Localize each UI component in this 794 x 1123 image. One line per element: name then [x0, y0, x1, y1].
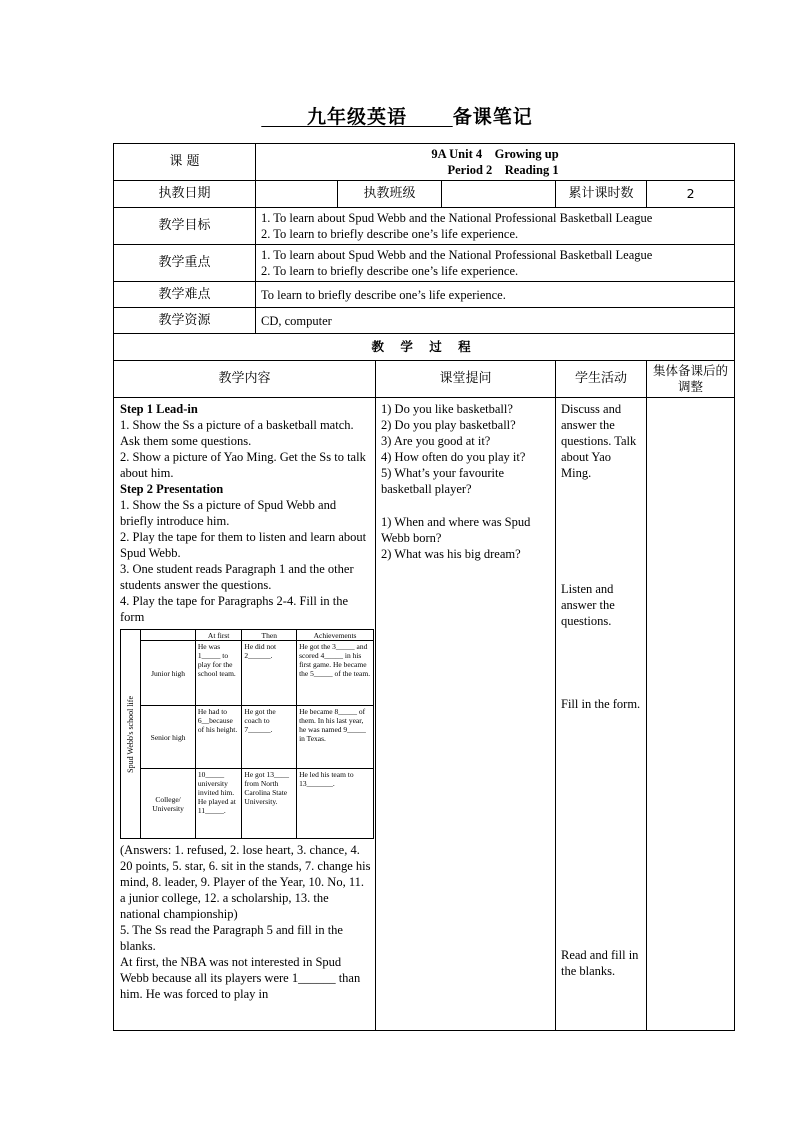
key-text [256, 245, 735, 282]
question-item: 2) Do you play basketball? [381, 418, 516, 432]
topic-label: 课 题 [114, 144, 256, 181]
goal-item-1: 1. To learn about Spud Webb and the National Professional Basketball League [261, 211, 653, 225]
process-body-row [114, 398, 735, 1031]
activity-item: Read and fill in the blanks. [561, 948, 639, 978]
form-row-label: Junior high [141, 641, 196, 706]
question-item: 4) How often do you play it? [381, 450, 526, 464]
goal-item-2: 2. To learn to briefly describe one’s life experience. [261, 227, 519, 241]
activity-item: Listen and answer the questions. [561, 582, 615, 628]
form-cell: He got the coach to 7______. [242, 706, 297, 769]
form-cell: He got 13____ from North Carolina State University. [242, 769, 297, 839]
form-row [121, 641, 374, 706]
step2-item-4: 4. Play the tape for Paragraphs 2-4. Fill in the form [120, 594, 349, 624]
activity-item: Discuss and answer the questions. Talk about Yao Ming. [561, 402, 637, 480]
adjustments-cell [647, 398, 735, 1031]
step2-item-3: 3. One student reads Paragraph 1 and the other students answer the questions. [120, 562, 354, 592]
goal-label: 教学目标 [114, 208, 256, 245]
form-side-label-cell [121, 630, 141, 839]
course-period: Period 2 Reading 1 [447, 163, 559, 177]
answers-text: (Answers: 1. refused, 2. lose heart, 3. chance, 4. 20 points, 5. star, 6. sit in the stands, 7. change his mind, 8. leader, 9. Player of the Year, 10. No, 11. a junior college, 12. a scholarship, 13. the national championship) [120, 843, 371, 921]
goal-text [256, 208, 735, 245]
question-item: 2) What was his big dream? [381, 546, 521, 561]
key-row [114, 245, 735, 282]
activity-item: Fill in the form. [561, 697, 641, 711]
form-cell: He got the 3_____ and scored 4_____ in his first game. He became the 5_____ of the team. [297, 641, 374, 706]
page-title [0, 102, 794, 129]
form-header: At first [195, 630, 242, 641]
course-unit: 9A Unit 4 Growing up [431, 147, 559, 161]
key-item-1: 1. To learn about Spud Webb and the National Professional Basketball League [261, 248, 653, 262]
question-item: 5) What’s your favourite basketball player? [381, 466, 504, 496]
form-side-label: Spud Webb's school life [126, 695, 136, 773]
form-cell: He had to 6__because of his height. [195, 706, 242, 769]
step2-item-5: 5. The Ss read the Paragraph 5 and fill in the blanks. [120, 923, 343, 953]
form-cell: He did not 2______. [242, 641, 297, 706]
difficulty-label: 教学难点 [114, 282, 256, 308]
question-item: 1) When and where was Spud Webb born? [381, 514, 531, 545]
difficulty-text: To learn to briefly describe one’s life experience. [256, 282, 735, 308]
form-cell: 10_____ university invited him. He played at 11_____. [195, 769, 242, 839]
process-title-row [114, 334, 735, 361]
resource-text: CD, computer [256, 308, 735, 334]
paragraph-text: At first, the NBA was not interested in Spud Webb because all its players were 1______ than him. He was forced to play in [120, 955, 361, 1001]
course-title [256, 144, 735, 181]
key-item-2: 2. To learn to briefly describe one’s life experience. [261, 264, 519, 278]
question-item: 1) Do you like basketball? [381, 402, 513, 416]
title-subject: 九年级英语 [306, 106, 407, 128]
class-value [442, 181, 556, 208]
class-label: 执教班级 [338, 181, 442, 208]
topic-row [114, 144, 735, 181]
resource-row [114, 308, 735, 334]
step1-title: Step 1 Lead-in [120, 402, 198, 416]
fill-in-form [120, 629, 374, 839]
col-adjust-header: 集体备课后的调整 [647, 361, 735, 398]
step2-item-2: 2. Play the tape for them to listen and learn about Spud Webb. [120, 530, 367, 560]
step1-item-2: 2. Show a picture of Yao Ming. Get the Ss to talk about him. [120, 450, 366, 480]
col-questions-header: 课堂提问 [376, 361, 556, 398]
hours-label: 累计课时数 [556, 181, 647, 208]
form-cell: He was 1_____ to play for the school team. [195, 641, 242, 706]
content-cell [114, 398, 376, 1031]
resource-label: 教学资源 [114, 308, 256, 334]
step2-title: Step 2 Presentation [120, 482, 224, 496]
activities-cell [556, 398, 647, 1031]
goal-row [114, 208, 735, 245]
form-row [121, 769, 374, 839]
date-value [256, 181, 338, 208]
form-row [121, 706, 374, 769]
form-row-label: College/ University [141, 769, 196, 839]
col-activity-header: 学生活动 [556, 361, 647, 398]
lesson-plan-table [113, 143, 735, 1031]
process-title: 教 学 过 程 [114, 334, 735, 361]
form-cell: He became 8_____ of them. In his last year, he was named 9_____ in Texas. [297, 706, 374, 769]
title-notes: 备课笔记 [452, 106, 533, 128]
process-header-row [114, 361, 735, 398]
form-header: Then [242, 630, 297, 641]
date-label: 执教日期 [114, 181, 256, 208]
step1-item-1: 1. Show the Ss a picture of a basketball match. Ask them some questions. [120, 418, 354, 448]
date-row [114, 181, 735, 208]
question-item: 3) Are you good at it? [381, 434, 491, 448]
col-content-header: 教学内容 [114, 361, 376, 398]
form-row-label: Senior high [141, 706, 196, 769]
step2-item-1: 1. Show the Ss a picture of Spud Webb and briefly introduce him. [120, 498, 337, 528]
form-header: Achievements [297, 630, 374, 641]
hours-value: 2 [647, 181, 735, 208]
questions-cell [376, 398, 556, 1031]
difficulty-row [114, 282, 735, 308]
key-label: 教学重点 [114, 245, 256, 282]
form-cell: He led his team to 13_______. [297, 769, 374, 839]
